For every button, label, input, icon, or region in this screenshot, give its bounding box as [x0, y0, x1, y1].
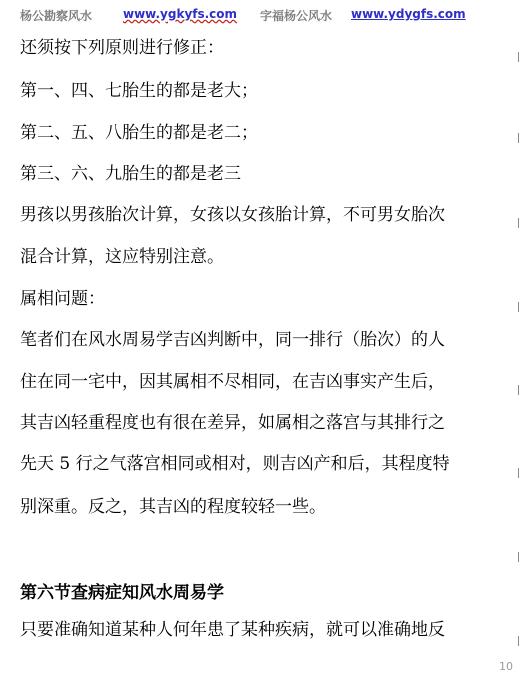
margin-tick	[518, 636, 519, 646]
header-site-name-1: 杨公勘察风水	[20, 9, 93, 23]
text-line-2: 第一、四、七胎生的都是老大；	[20, 81, 258, 101]
margin-tick	[518, 385, 519, 395]
margin-tick	[518, 52, 519, 62]
text-line-11: 先天 5 行之气落宫相同或相对，则吉凶产和后，其程度特	[20, 454, 450, 474]
text-line-6: 混合计算，这应特别注意。	[20, 247, 224, 267]
text-line-12: 别深重。反之，其吉凶的程度较轻一些。	[20, 497, 326, 517]
margin-tick	[518, 302, 519, 312]
page-header	[20, 7, 510, 27]
section-heading: 第六节查病症知风水周易学	[20, 583, 224, 603]
header-link-1[interactable]: www.ygkyfs.com	[123, 7, 238, 21]
section-first-line: 只要准确知道某种人何年患了某种疾病，就可以准确地反	[20, 620, 445, 640]
text-line-9: 住在同一宅中，因其属相不尽相同，在吉凶事实产生后，	[20, 372, 445, 392]
margin-tick	[518, 218, 519, 228]
text-line-4: 第三、六、九胎生的都是老三	[20, 164, 241, 184]
margin-tick	[518, 133, 519, 143]
margin-tick	[518, 468, 519, 478]
header-link-2[interactable]: www.ydygfs.com	[351, 7, 466, 21]
margin-tick	[518, 552, 519, 562]
header-site-name-2: 字福杨公风水	[260, 9, 333, 23]
text-line-5: 男孩以男孩胎次计算，女孩以女孩胎计算，不可男女胎次	[20, 205, 445, 225]
text-line-3: 第二、五、八胎生的都是老二；	[20, 123, 258, 143]
text-line-7: 属相问题：	[20, 289, 105, 309]
text-line-8: 笔者们在风水周易学吉凶判断中，同一排行（胎次）的人	[20, 330, 445, 350]
text-line-10: 其吉凶轻重程度也有很在差异，如属相之落宫与其排行之	[20, 413, 445, 433]
text-line-1: 还须按下列原则进行修正：	[20, 38, 224, 58]
page-number: 10	[499, 660, 513, 673]
